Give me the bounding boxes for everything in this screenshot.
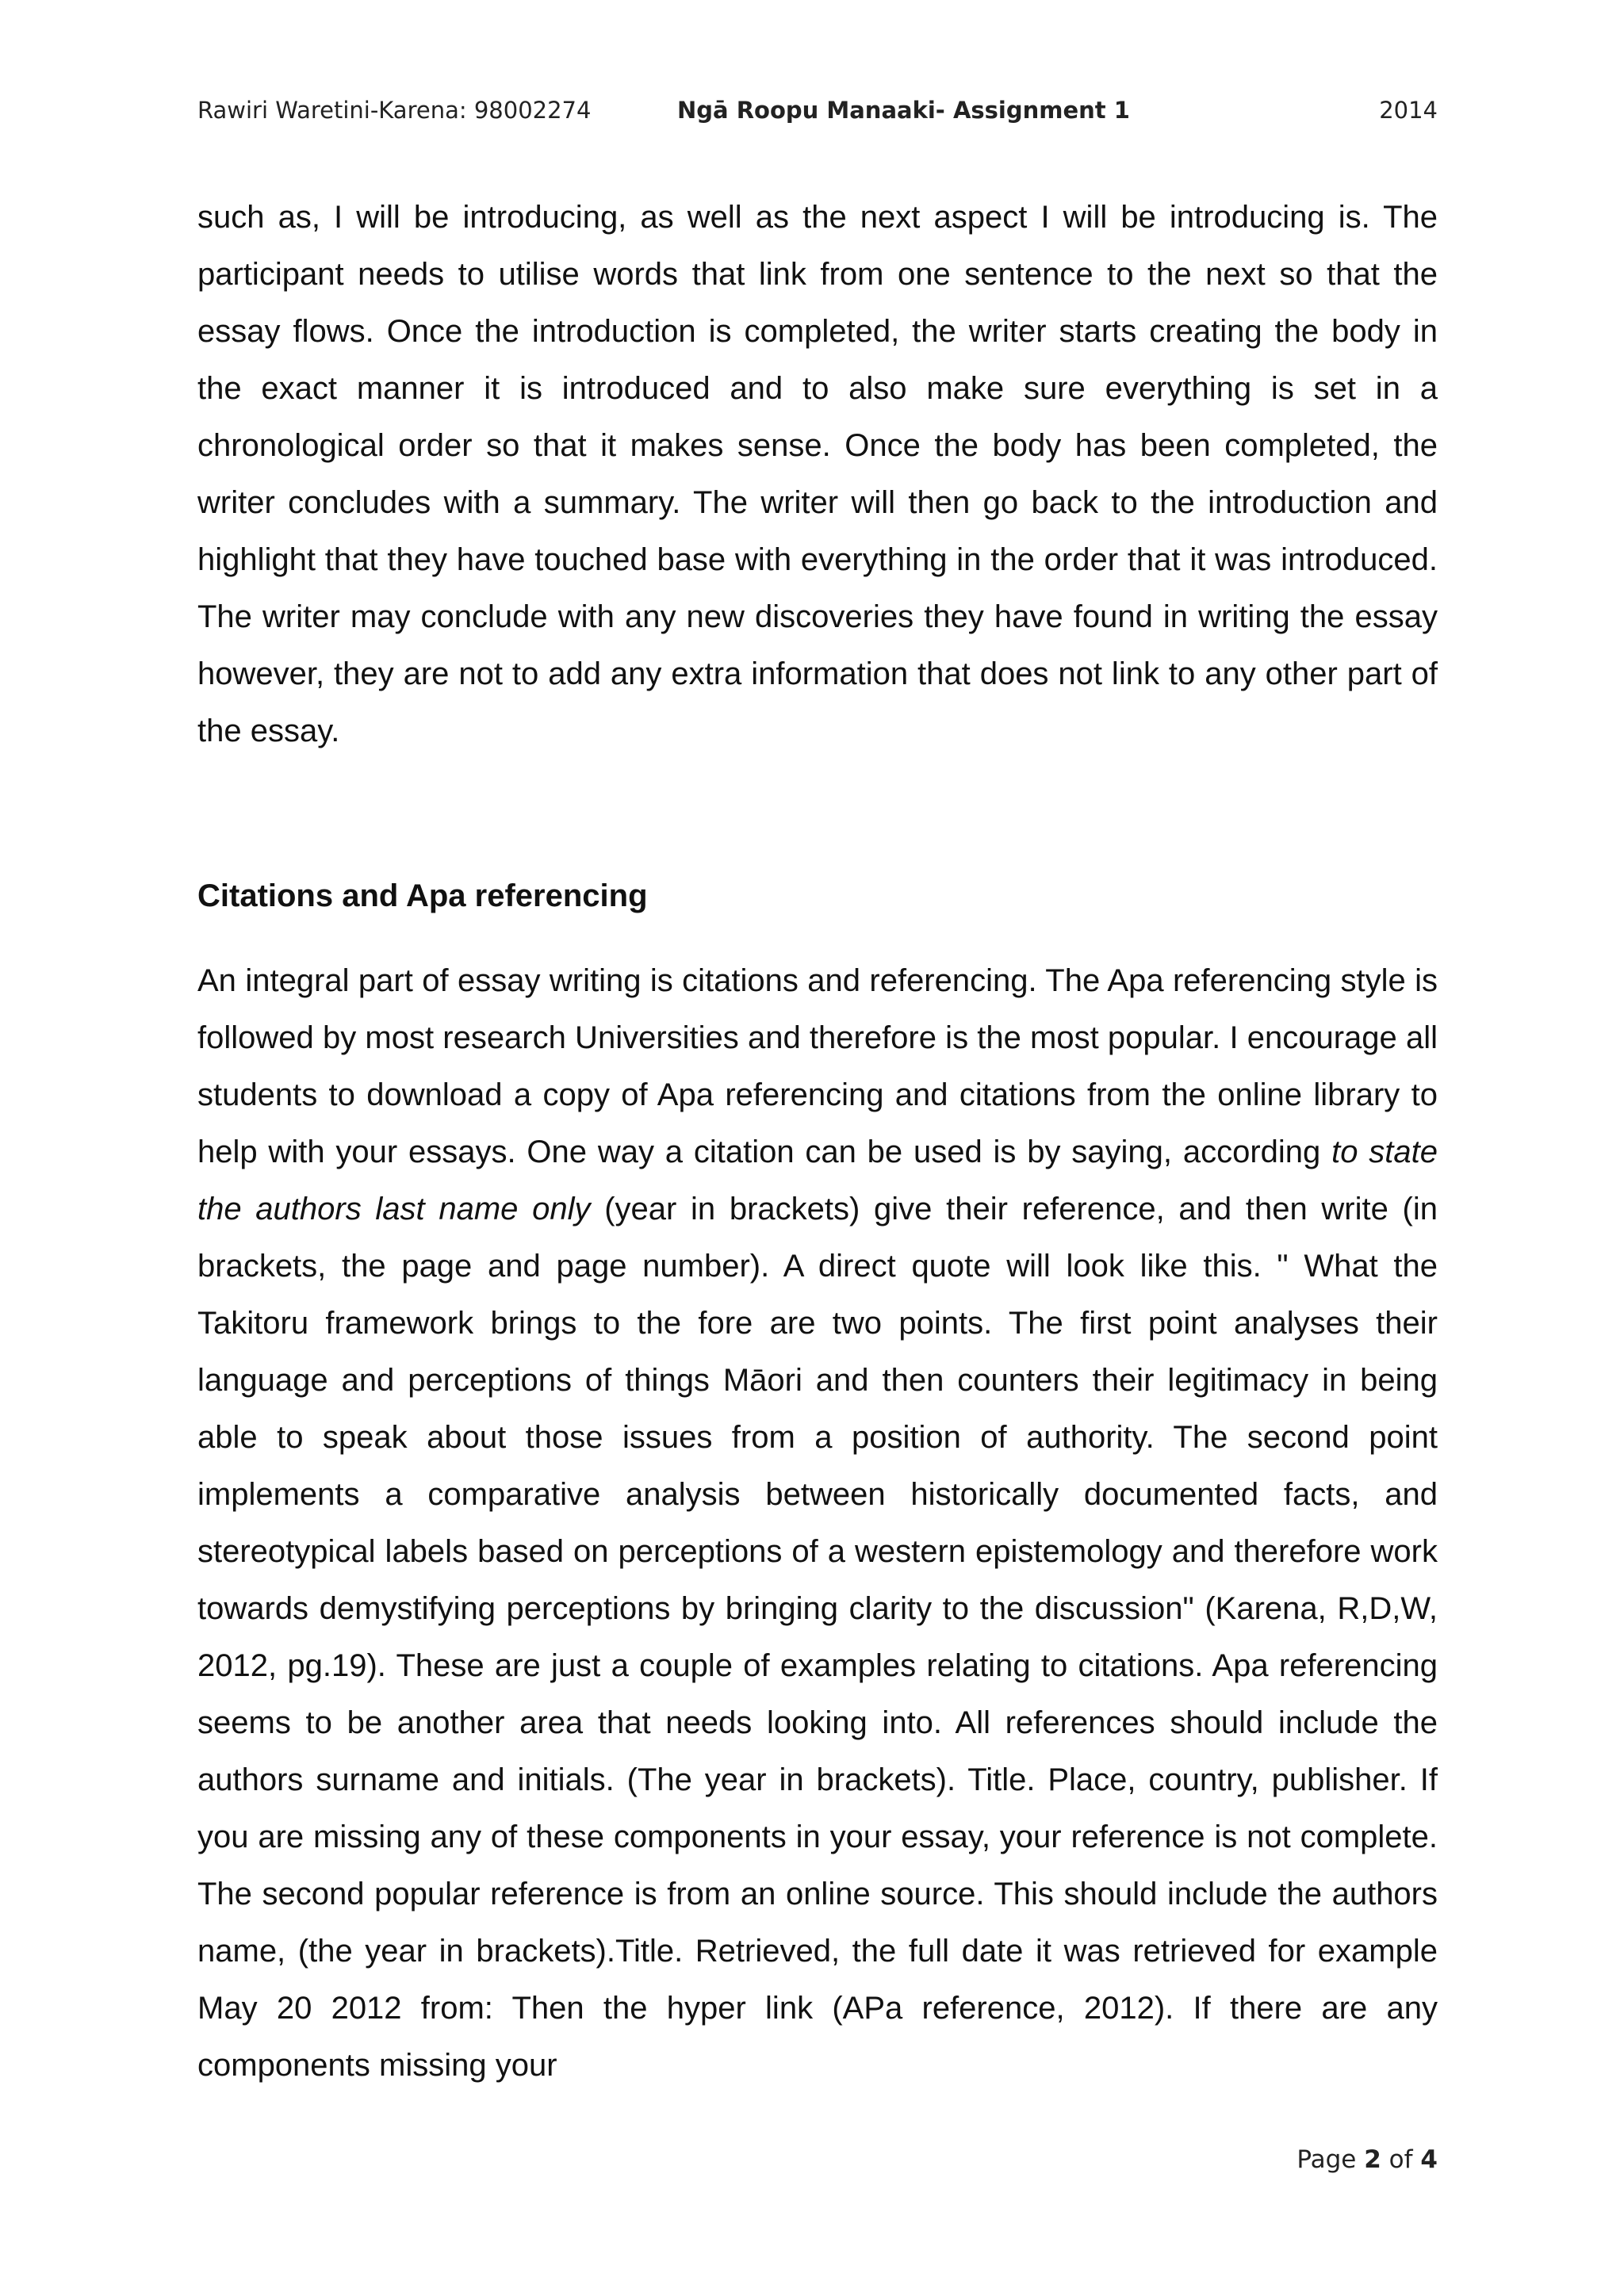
body-paragraph-1: such as, I will be introducing, as well as the next aspect I will be introducing is. The participant needs to utilise words that link from one sentence to the next so that the essay flows. Once the introduction is completed, the writer starts creating the body in the exact manner it is introduced and to also make sure everything is set in a chronological order so that it makes sense. Once the body has been completed, the writer concludes with a summary. The writer will then go back to the introduction and highlight that they have touched base with everything in the order that it was introduced. The writer may conclude with any new discoveries they have found in writing the essay however, they are not to add any extra information that does not link to any other part of the essay. xyxy=(197,200,1438,748)
footer-page-total: 4 xyxy=(1420,2145,1438,2174)
footer-of-word: of xyxy=(1388,2145,1413,2174)
header-year: 2014 xyxy=(1379,97,1438,124)
paragraph-2-text-a: An integral part of essay writing is citations and referencing. The Apa referencing style is followed by most research Universities and therefore is the most popular. I encourage all students to download a copy of Apa referencing and citations from the online library to help with your essays. One way a citation can be used is by saying, according xyxy=(197,963,1438,1169)
section-heading: Citations and Apa referencing xyxy=(197,878,648,913)
paragraph-2-text-b: (year in brackets) give their reference, and then write (in brackets, the page and page number). A direct quote will look like this. " What the Takitoru framework brings to the fore are two points. The first point analyses their language and perceptions of things Māori and then counters their legitimacy in being able to speak about those issues from a position of authority. The second point implements a comparative analysis between historically documented facts, and stereotypical labels based on perceptions of a western epistemology and therefore work towards demystifying perceptions by bringing clarity to the discussion" (Karena, R,D,W, 2012, pg.19). These are just a couple of examples relating to citations. Apa referencing seems to be another area that needs looking into. All references should include the authors surname and initials. (The year in brackets). Title. Place, country, publisher. If you are missing any of these components in your essay, your reference is not complete. The second popular reference is from an online source. This should include the authors name, (the year in brackets).Title. Retrieved, the full date it was retrieved for example May 20 2012 from: Then the hyper link (APa reference, 2012). If there are any components missing your xyxy=(197,1192,1438,2083)
page-header xyxy=(197,97,1438,136)
footer-page-word: Page xyxy=(1297,2145,1357,2174)
footer-page-current: 2 xyxy=(1364,2145,1381,2174)
body-paragraph-2 xyxy=(197,952,1438,2094)
paragraph-2-italic-text: to state the authors last name only xyxy=(197,1135,1438,1226)
page-footer xyxy=(1297,2145,1438,2174)
header-title: Ngā Roopu Manaaki- Assignment 1 xyxy=(677,97,1130,124)
header-author: Rawiri Waretini-Karena: 98002274 xyxy=(197,97,592,124)
